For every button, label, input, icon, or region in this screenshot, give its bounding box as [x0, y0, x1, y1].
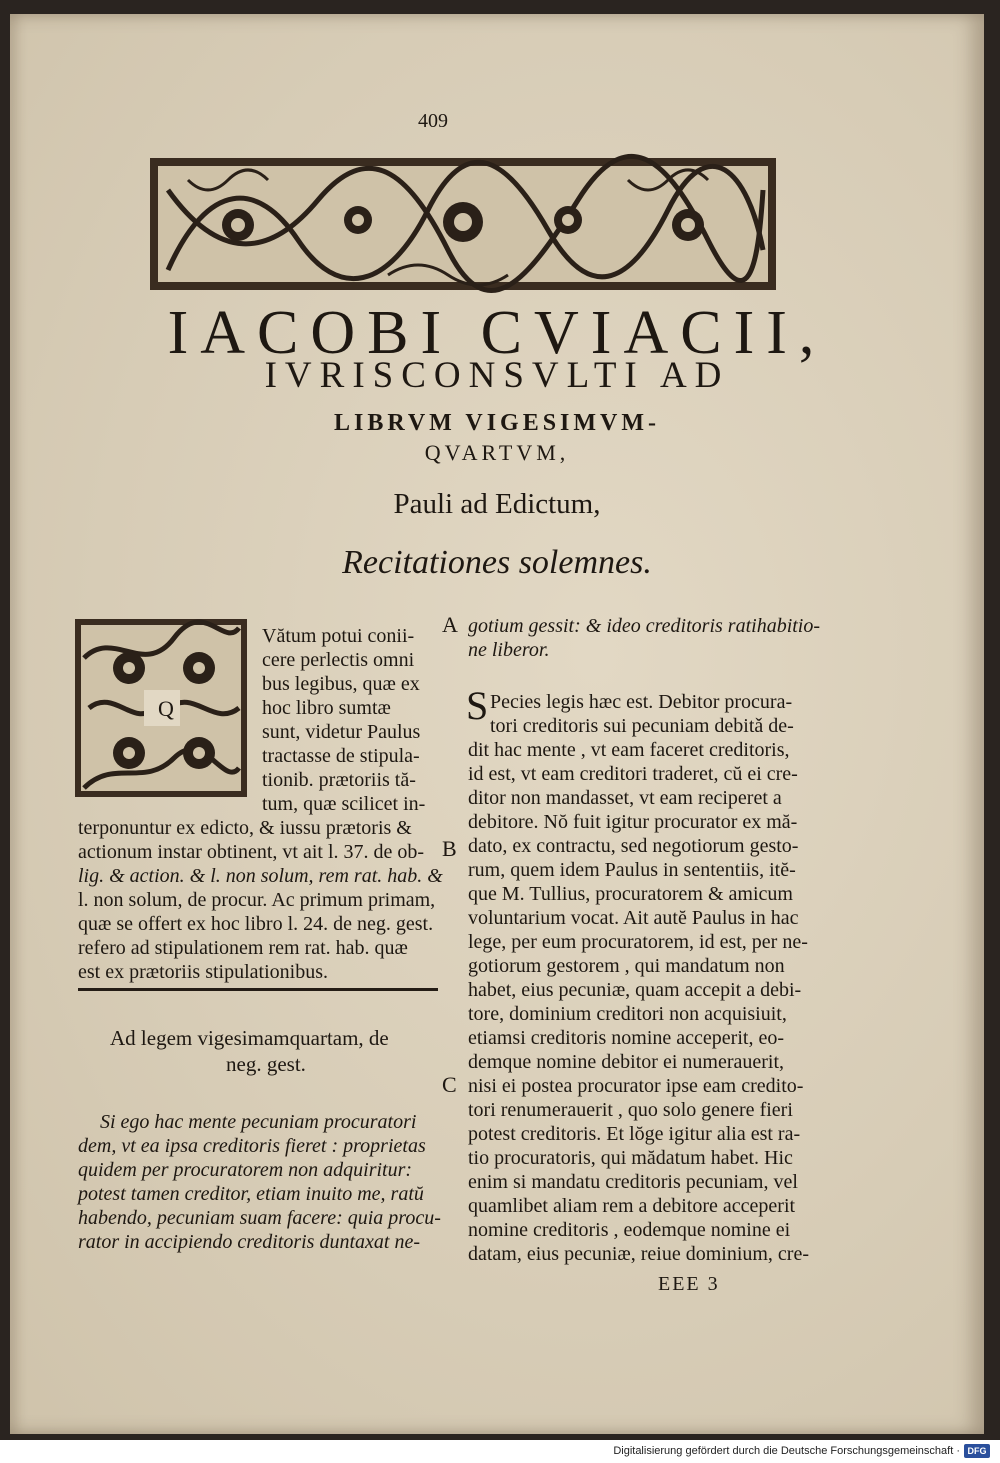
- author-title: IACOBI CVIACII,: [167, 299, 827, 367]
- right-line: tori renumerauerit , quo solo genere fieri: [468, 1099, 793, 1121]
- left-line: terponuntur ex edicto, & iussu prætoris &: [78, 817, 412, 839]
- right-line: tore, dominium creditori non acquisiuit,: [468, 1003, 787, 1025]
- right-line: debitore. Nŏ fuit igitur procurator ex mă-: [468, 811, 798, 833]
- right-line: ditor non mandasset, vt eam reciperet a: [468, 787, 782, 809]
- right-line: nomine creditoris , eodemque nomine ei: [468, 1219, 791, 1241]
- left-line: tum, quæ scilicet in-: [262, 793, 426, 815]
- section-divider: [78, 988, 438, 991]
- right-line: lege, per eum procuratorem, id est, per ne-: [468, 931, 808, 953]
- page-number: 409: [418, 110, 448, 132]
- left-line: sunt, videtur Paulus: [262, 721, 421, 743]
- section-heading: neg. gest.: [226, 1052, 306, 1076]
- lex-line: rator in accipiendo creditoris duntaxat ne-: [78, 1231, 420, 1253]
- initial-s: S: [466, 683, 489, 728]
- right-line: datam, eius pecuniæ, reiue dominium, cre-: [468, 1243, 810, 1265]
- book-page: [10, 14, 984, 1434]
- subtitle-line-5: Recitationes solemnes.: [342, 544, 652, 581]
- left-line: est ex prætoriis stipulationibus.: [78, 961, 328, 983]
- right-line: quamlibet aliam rem a debitore acceperit: [468, 1195, 796, 1217]
- ornamental-headpiece: [148, 150, 778, 300]
- right-line: enim si mandatu creditoris pecuniam, vel: [468, 1171, 798, 1193]
- signature-mark: EEE 3: [658, 1273, 720, 1295]
- right-line: id est, vt eam creditori traderet, cŭ ei cre-: [468, 763, 798, 785]
- left-line: hoc libro sumtæ: [262, 697, 391, 719]
- left-line: cere perlectis omni: [262, 649, 415, 671]
- right-line: dit hac mente , vt eam faceret creditoris,: [468, 739, 790, 761]
- initial-letter: Q: [158, 696, 174, 721]
- right-lex-line: gotium gessit: & ideo creditoris ratihabitio-: [468, 615, 821, 637]
- subtitle-line-3: QVARTVM,: [424, 440, 570, 465]
- subtitle-line-4: Pauli ad Edictum,: [393, 488, 601, 520]
- left-line: lig. & action. & l. non solum, rem rat. hab. &: [78, 865, 443, 887]
- right-line: tio procuratoris, qui mădatum habet. Hic: [468, 1147, 793, 1169]
- left-line: tractasse de stipula-: [262, 745, 420, 767]
- dfg-logo: DFG: [964, 1444, 990, 1458]
- left-line: actionum instar obtinent, vt ait l. 37. de ob-: [78, 841, 425, 863]
- right-line: voluntarium vocat. Ait autĕ Paulus in hac: [468, 907, 799, 929]
- lex-line: dem, vt ea ipsa creditoris fieret : proprietas: [78, 1135, 426, 1157]
- right-line: etiamsi creditoris nomine acceperit, eo-: [468, 1027, 784, 1049]
- left-line: Vătum potui conii-: [262, 625, 415, 647]
- right-line: que M. Tullius, procuratorem & amicum: [468, 883, 793, 905]
- right-line: Pecies legis hæc est. Debitor procura-: [490, 691, 793, 713]
- right-line: dato, ex contractu, sed negotiorum gesto-: [468, 835, 799, 857]
- lex-line: Si ego hac mente pecuniam procuratori: [100, 1111, 417, 1133]
- footer-bar: [0, 1440, 1000, 1463]
- margin-letter-b: B: [442, 836, 457, 861]
- right-line: potest creditoris. Et lŏge igitur alia est ra-: [468, 1123, 801, 1145]
- right-line: habet, eius pecuniæ, quam accepit a debi-: [468, 979, 802, 1001]
- lex-line: potest tamen creditor, etiam inuito me, ratŭ: [78, 1183, 424, 1205]
- left-line: quæ se offert ex hoc libro l. 24. de neg. gest.: [78, 913, 434, 935]
- lex-line: habendo, pecuniam suam facere: quia procu-: [78, 1207, 441, 1229]
- left-line: bus legibus, quæ ex: [262, 673, 420, 695]
- right-line: nisi ei postea procurator ipse eam credito-: [468, 1075, 804, 1097]
- section-heading: Ad legem vigesimamquartam, de: [110, 1026, 389, 1050]
- lex-line: quidem per procuratorem non adquiritur:: [78, 1159, 413, 1181]
- right-line: rum, quem idem Paulus in sententiis, itĕ-: [468, 859, 796, 881]
- right-line: tori creditoris sui pecuniam debitǎ de-: [490, 715, 794, 737]
- subtitle-line-2: LIBRVM VIGESIMVM-: [333, 410, 661, 436]
- footer-credit: Digitalisierung gefördert durch die Deutsche Forschungsgemeinschaft ·: [613, 1445, 960, 1457]
- left-line: tionib. prætoriis tă-: [262, 769, 416, 791]
- margin-letter-a: A: [442, 612, 458, 637]
- right-line: gotiorum gestorem , qui mandatum non: [468, 955, 785, 977]
- margin-letter-c: C: [442, 1072, 457, 1097]
- right-lex-line: ne liberor.: [468, 639, 550, 661]
- left-line: refero ad stipulationem rem rat. hab. quæ: [78, 937, 408, 959]
- left-line: l. non solum, de procur. Ac primum primam,: [78, 889, 436, 911]
- subtitle-line-1: IVRISCONSVLTI AD: [264, 355, 730, 396]
- right-line: demque nomine debitor ei numerauerit,: [468, 1051, 785, 1073]
